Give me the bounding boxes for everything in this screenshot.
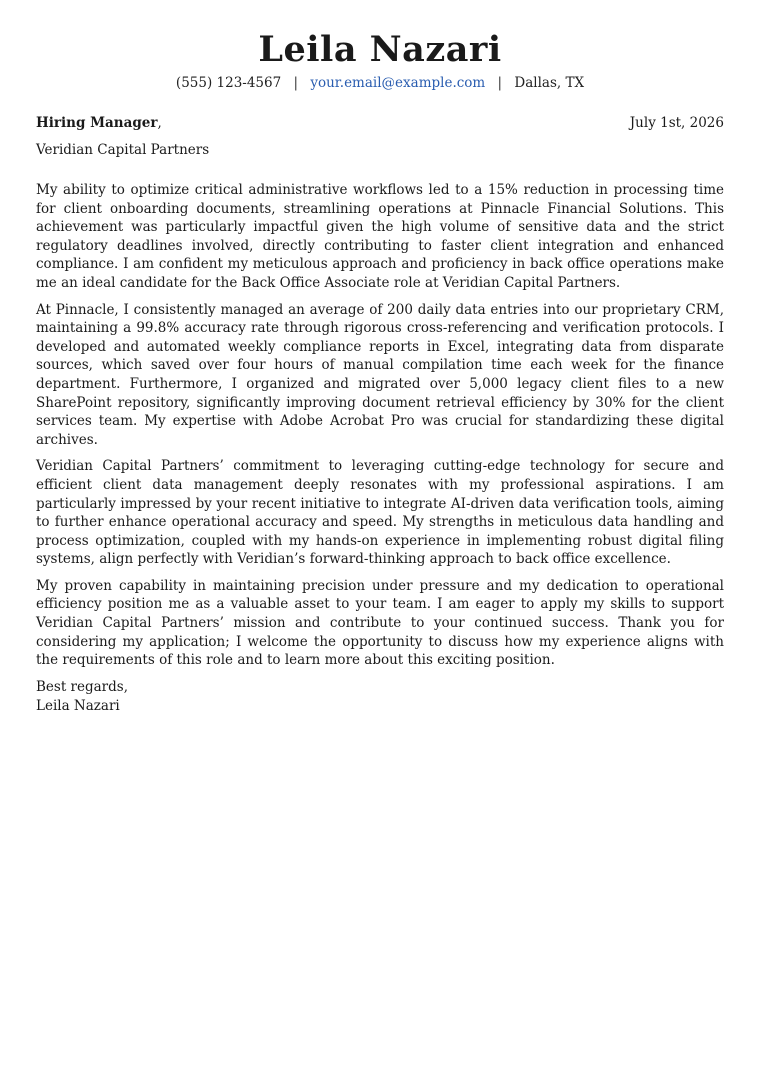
location: Dallas, TX bbox=[514, 75, 585, 91]
body-paragraph-2: At Pinnacle, I consistently managed an average of 200 daily data entries into our proprietary CRM, maintaining a 99.8% accuracy rate through rigorous cross-referencing and verification protocols. I developed and automated weekly compliance reports in Excel, integrating data from disparate sources, which saved over four hours of manual compilation time each week for the finance department. Furthermore, I organized and migrated over 5,000 legacy client files to a new SharePoint repository, significantly improving document retrieval efficiency by 30% for the client services team. My expertise with Adobe Acrobat Pro was crucial for standardizing these digital archives. bbox=[36, 301, 724, 448]
contact-separator: | bbox=[293, 75, 299, 91]
body-paragraph-1: My ability to optimize critical administrative workflows led to a 15% reduction in processing time for client onboarding documents, streamlining operations at Pinnacle Financial Solutions. This achievement was particularly impactful given the high volume of sensitive data and the strict regulatory deadlines involved, directly contributing to faster client integration and enhanced compliance. I am confident my meticulous approach and proficiency in back office operations make me an ideal candidate for the Back Office Associate role at Veridian Capital Partners. bbox=[36, 182, 724, 291]
recipient-title-text: Hiring Manager bbox=[36, 115, 158, 131]
body-paragraph-3: Veridian Capital Partners’ commitment to leveraging cutting-edge technology for secure and efficient client data management deeply resonates with my professional aspirations. I am particularly impressed by your recent initiative to integrate AI-driven data verification tools, aiming to further enhance operational accuracy and speed. My strengths in meticulous data handling and process optimization, coupled with my hands-on experience in implementing robust digital filing systems, align perfectly with Veridian’s forward-thinking approach to back office excellence. bbox=[36, 458, 724, 568]
closing-signature: Leila Nazari bbox=[36, 697, 120, 714]
phone-number: (555) 123-4567 bbox=[175, 75, 282, 91]
closing-salutation: Best regards, bbox=[36, 678, 129, 695]
recipient-row bbox=[36, 114, 724, 132]
applicant-name: Leila Nazari bbox=[258, 29, 502, 70]
letter-body bbox=[36, 181, 724, 670]
recipient-title-comma: , bbox=[157, 115, 162, 131]
letter-date: July 1st, 2026 bbox=[629, 115, 724, 131]
letter-closing bbox=[36, 678, 724, 716]
body-paragraph-4: My proven capability in maintaining precision under pressure and my dedication to operational efficiency position me as a valuable asset to your team. I am eager to apply my skills to support Veridian Capital Partners’ mission and contribute to your continued success. Thank you for considering my application; I welcome the opportunity to discuss how my experience aligns with the requirements of this role and to learn more about this exciting position. bbox=[36, 577, 724, 669]
recipient-title bbox=[36, 114, 162, 132]
email-link[interactable]: your.email@example.com bbox=[310, 75, 486, 91]
recipient-company: Veridian Capital Partners bbox=[36, 142, 210, 158]
contact-line bbox=[36, 74, 724, 92]
contact-separator: | bbox=[497, 75, 503, 91]
